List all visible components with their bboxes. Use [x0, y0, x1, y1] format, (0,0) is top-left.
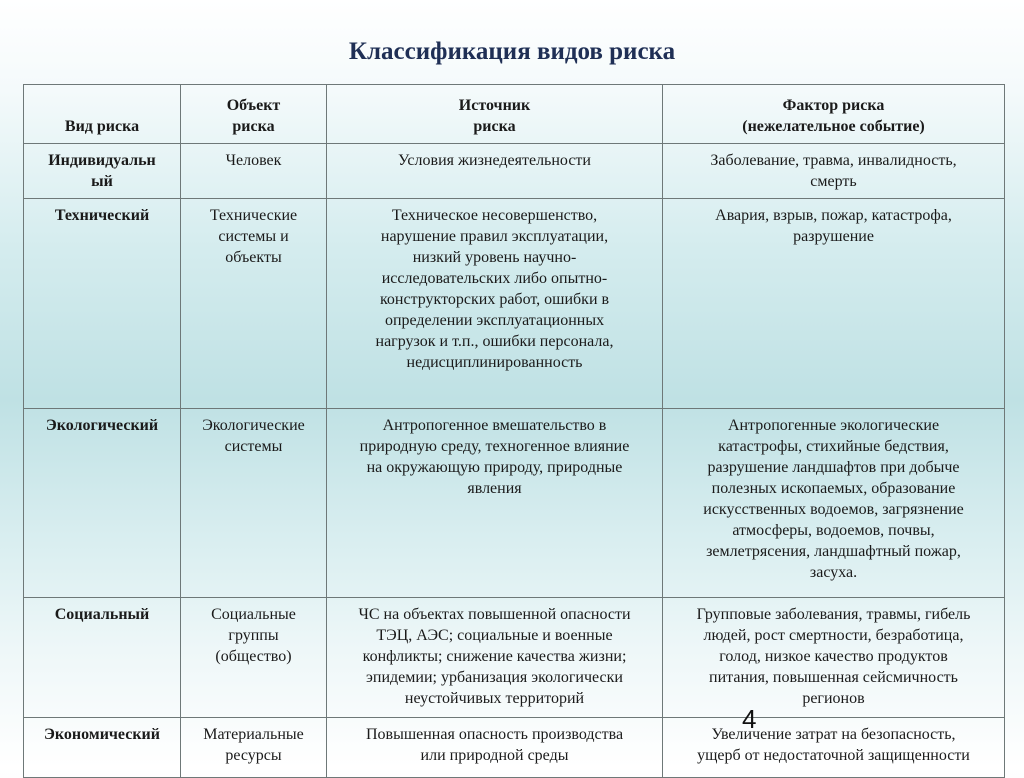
header-risk-source: Источник риска [327, 85, 663, 144]
cell-object: Технические системы и объекты [181, 199, 327, 409]
table-row [24, 199, 1005, 409]
slide-title: Классификация видов риска [348, 38, 676, 65]
cell-source: Техническое несовершенство, нарушение правил эксплуатации, низкий уровень научно- исследовательских либо опытно- конструкторских работ, ошибки в определении эксплуатационных нагрузок и т.п., ошибки персонала, недисциплинированность [327, 199, 663, 409]
header-risk-type: Вид риска [24, 85, 181, 144]
cell-source: Условия жизнедеятельности [327, 144, 663, 199]
cell-factor: Авария, взрыв, пожар, катастрофа, разрушение [663, 199, 1005, 409]
cell-kind: Социальный [24, 598, 181, 718]
cell-object: Материальные ресурсы [181, 718, 327, 778]
cell-source: Повышенная опасность производства или природной среды [327, 718, 663, 778]
table-row [24, 409, 1005, 598]
cell-kind: Технический [24, 199, 181, 409]
header-risk-factor: Фактор риска (нежелательное событие) [663, 85, 1005, 144]
table-row [24, 598, 1005, 718]
cell-kind: Экономический [24, 718, 181, 778]
table-row [24, 718, 1005, 778]
cell-source: Антропогенное вмешательство в природную среду, техногенное влияние на окружающую природу, природные явления [327, 409, 663, 598]
cell-factor: Антропогенные экологические катастрофы, стихийные бедствия, разрушение ландшафтов при добыче полезных ископаемых, образование искусственных водоемов, загрязнение атмосферы, водоемов, почвы, землетрясения, ландшафтный пожар, засуха. [663, 409, 1005, 598]
cell-kind: Экологический [24, 409, 181, 598]
cell-source: ЧС на объектах повышенной опасности ТЭЦ, АЭС; социальные и военные конфликты; снижение качества жизни; эпидемии; урбанизация экологически неустойчивых территорий [327, 598, 663, 718]
cell-kind: Индивидуальн ый [24, 144, 181, 199]
header-risk-object: Объект риска [181, 85, 327, 144]
cell-factor: Увеличение затрат на безопасность, ущерб от недостаточной защищенности [663, 718, 1005, 778]
cell-object: Человек [181, 144, 327, 199]
cell-object: Экологические системы [181, 409, 327, 598]
cell-factor: Групповые заболевания, травмы, гибель людей, рост смертности, безработица, голод, низкое качество продуктов питания, повышенная сейсмичность регионов [663, 598, 1005, 718]
page-number: 4 [742, 704, 757, 734]
table-row [24, 144, 1005, 199]
cell-factor: Заболевание, травма, инвалидность, смерть [663, 144, 1005, 199]
cell-object: Социальные группы (общество) [181, 598, 327, 718]
table-header-row [24, 85, 1005, 144]
risk-classification-table [23, 84, 1005, 778]
